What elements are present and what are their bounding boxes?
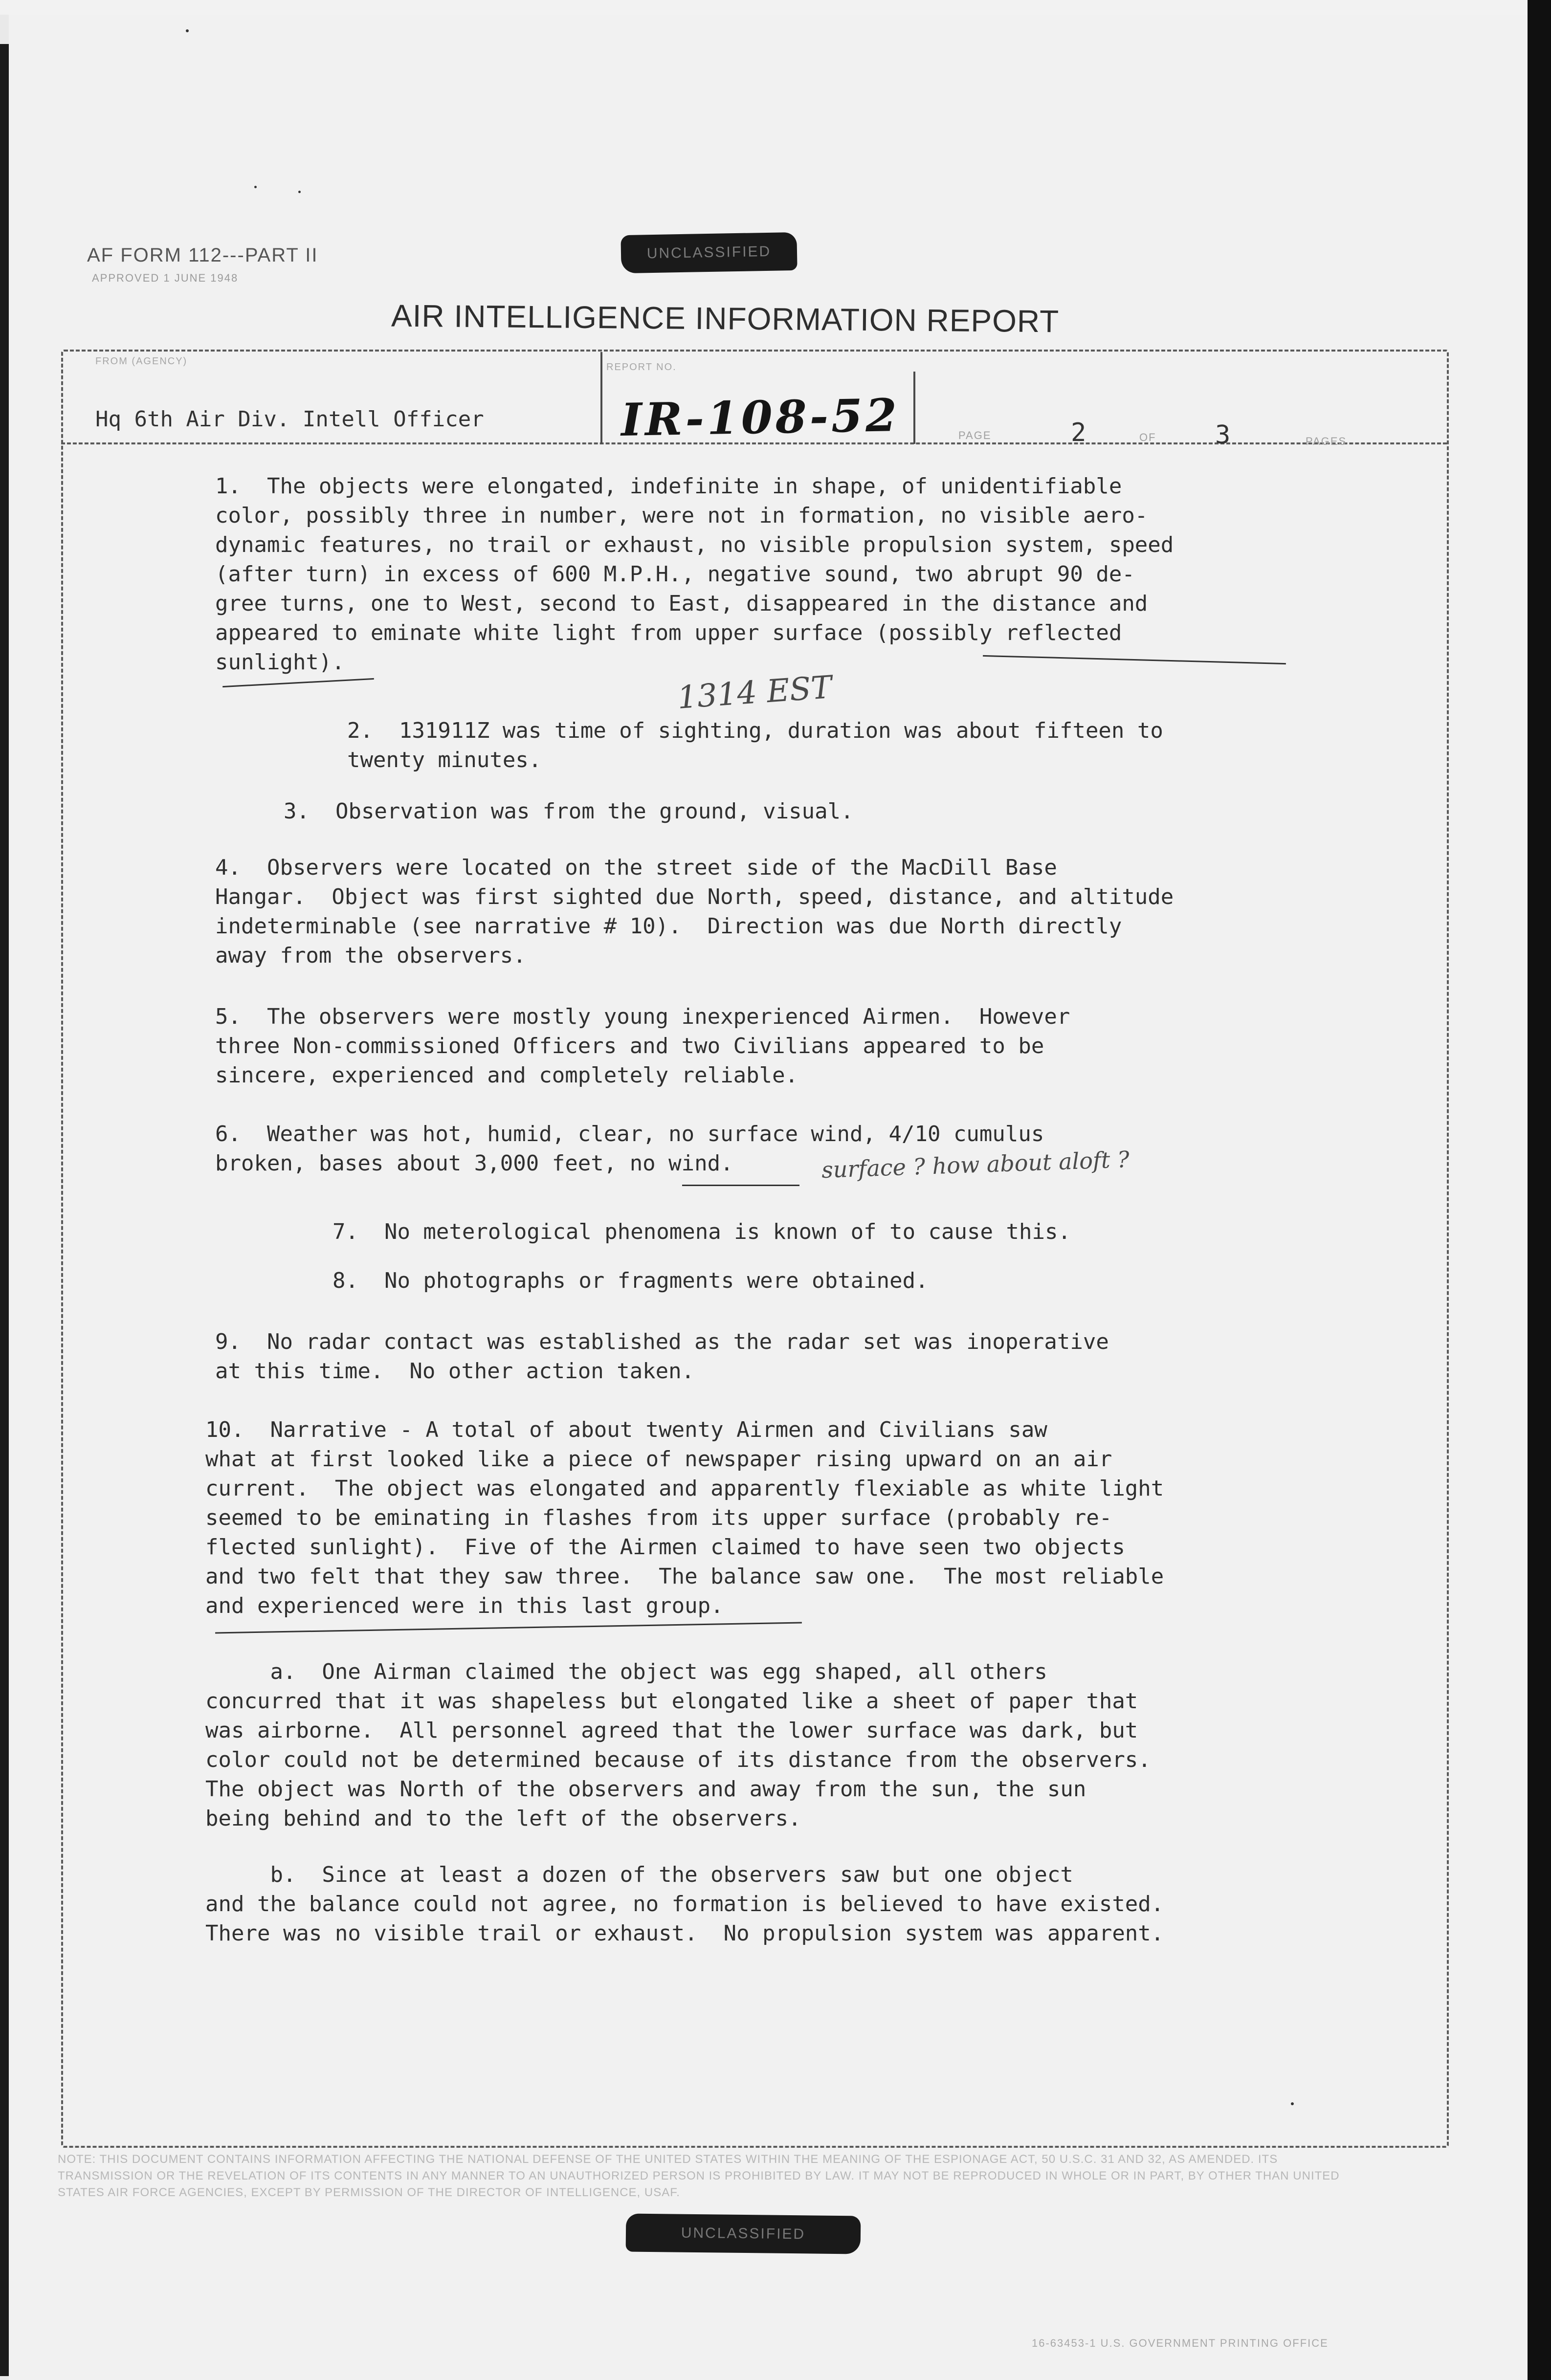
- page-top-margin: [0, 0, 1551, 15]
- paragraph-5: 5. The observers were mostly young inexperienced Airmen. However three Non-commissioned Officers and two Civilians appeared to be sincere, experienced and completely reliable.: [215, 1004, 1070, 1088]
- paragraph-10a: a. One Airman claimed the object was egg shaped, all others concurred that it was shapeless but elongated like a sheet of paper that was airborne. All personnel agreed that the lower surface was dark, but color could not be determined because of its distance from the observers. The object was North of the observers and away from the sun, the sun being behind and to the left of the observers.: [205, 1659, 1151, 1831]
- paragraph-8: 8. No photographs or fragments were obtained.: [332, 1268, 929, 1293]
- handwritten-underline: [682, 1185, 799, 1186]
- handwritten-time-note: 1314 EST: [676, 669, 833, 716]
- form-identifier: AF FORM 112---PART II: [87, 244, 318, 266]
- scan-right-edge: [1528, 0, 1551, 2380]
- paragraph-4: 4. Observers were located on the street side of the MacDill Base Hangar. Object was first sighted due North, speed, distance, and altitude indeterminable (see narrative # 10). Direction was due North directly away from the observers.: [215, 855, 1174, 968]
- classification-stamp-bottom: UNCLASSIFIED: [626, 2213, 861, 2254]
- paragraph-10b: b. Since at least a dozen of the observers saw but one object and the balance could not agree, no formation is believed to have existed. There was no visible trail or exhaust. No propulsion system was apparent.: [205, 1862, 1164, 1946]
- printing-office-code: 16-63453-1 U.S. GOVERNMENT PRINTING OFFICE: [1032, 2337, 1329, 2349]
- scan-speck: [254, 186, 257, 188]
- pages-caption: PAGES: [1306, 435, 1347, 447]
- report-number-caption: REPORT NO.: [606, 362, 677, 373]
- header-column-divider: [913, 372, 915, 444]
- page-caption: PAGE: [958, 429, 992, 441]
- paragraph-10-narrative: 10. Narrative - A total of about twenty Airmen and Civilians saw what at first looked like a piece of newspaper rising upward on an air current. The object was elongated and apparently flexiable as white light seemed to be eminating in flashes from its upper surface (probably re- flected sunlight). Five of the Airmen claimed to have seen two objects and two felt that they saw three. The balance saw one. The most reliable and experienced were in this last group.: [205, 1417, 1164, 1618]
- of-caption: OF: [1139, 431, 1156, 443]
- paragraph-6: 6. Weather was hot, humid, clear, no surface wind, 4/10 cumulus broken, bases about 3,000 feet, no wind.: [215, 1122, 1044, 1176]
- from-agency: Hq 6th Air Div. Intell Officer: [95, 407, 484, 432]
- report-title: AIR INTELLIGENCE INFORMATION REPORT: [391, 298, 1060, 339]
- form-approval-date: APPROVED 1 JUNE 1948: [92, 272, 239, 284]
- header-column-divider: [600, 352, 602, 444]
- classification-stamp-top: UNCLASSIFIED: [620, 232, 797, 273]
- espionage-act-notice: NOTE: THIS DOCUMENT CONTAINS INFORMATION AFFECTING THE NATIONAL DEFENSE OF THE UNITED STATES WITHIN THE MEANING OF THE ESPIONAGE ACT, 50 U.S.C. 31 AND 32, AS AMENDED. ITS TRANSMISSION OR THE REVELATION OF ITS CONTENTS IN ANY MANNER TO AN UNAUTHORIZED PERSON IS PROHIBITED BY LAW. IT MAY NOT BE REPRODUCED IN WHOLE OR IN PART, BY OTHER THAN UNITED STATES AIR FORCE AGENCIES, EXCEPT BY PERMISSION OF THE DIRECTOR OF INTELLIGENCE, USAF.: [58, 2153, 1340, 2199]
- paragraph-1: 1. The objects were elongated, indefinite in shape, of unidentifiable color, possibly three in number, were not in formation, no visible aero- dynamic features, no trail or exhaust, no visible propulsion system, speed (after turn) in excess of 600 M.P.H., negative sound, two abrupt 90 de- gree turns, one to West, second to East, disappeared in the distance and appeared to eminate white light from upper surface (possibly reflected sunlight).: [215, 474, 1174, 675]
- paragraph-2: 2. 131911Z was time of sighting, duration was about fifteen to twenty minutes.: [347, 718, 1163, 772]
- scan-left-edge: [0, 44, 9, 2376]
- paragraph-9: 9. No radar contact was established as the radar set was inoperative at this time. No other action taken.: [215, 1329, 1109, 1384]
- paragraph-3: 3. Observation was from the ground, visual.: [284, 799, 854, 824]
- handwritten-weather-note: surface ? how about aloft ?: [821, 1146, 1130, 1183]
- scan-speck: [186, 29, 189, 32]
- report-number: IR-108-52: [620, 389, 900, 446]
- page-total: 3: [1215, 420, 1231, 450]
- from-caption: FROM (AGENCY): [95, 356, 188, 367]
- scan-speck: [298, 191, 301, 193]
- page-current: 2: [1071, 418, 1086, 447]
- paragraph-7: 7. No meterological phenomena is known of to cause this.: [332, 1219, 1071, 1244]
